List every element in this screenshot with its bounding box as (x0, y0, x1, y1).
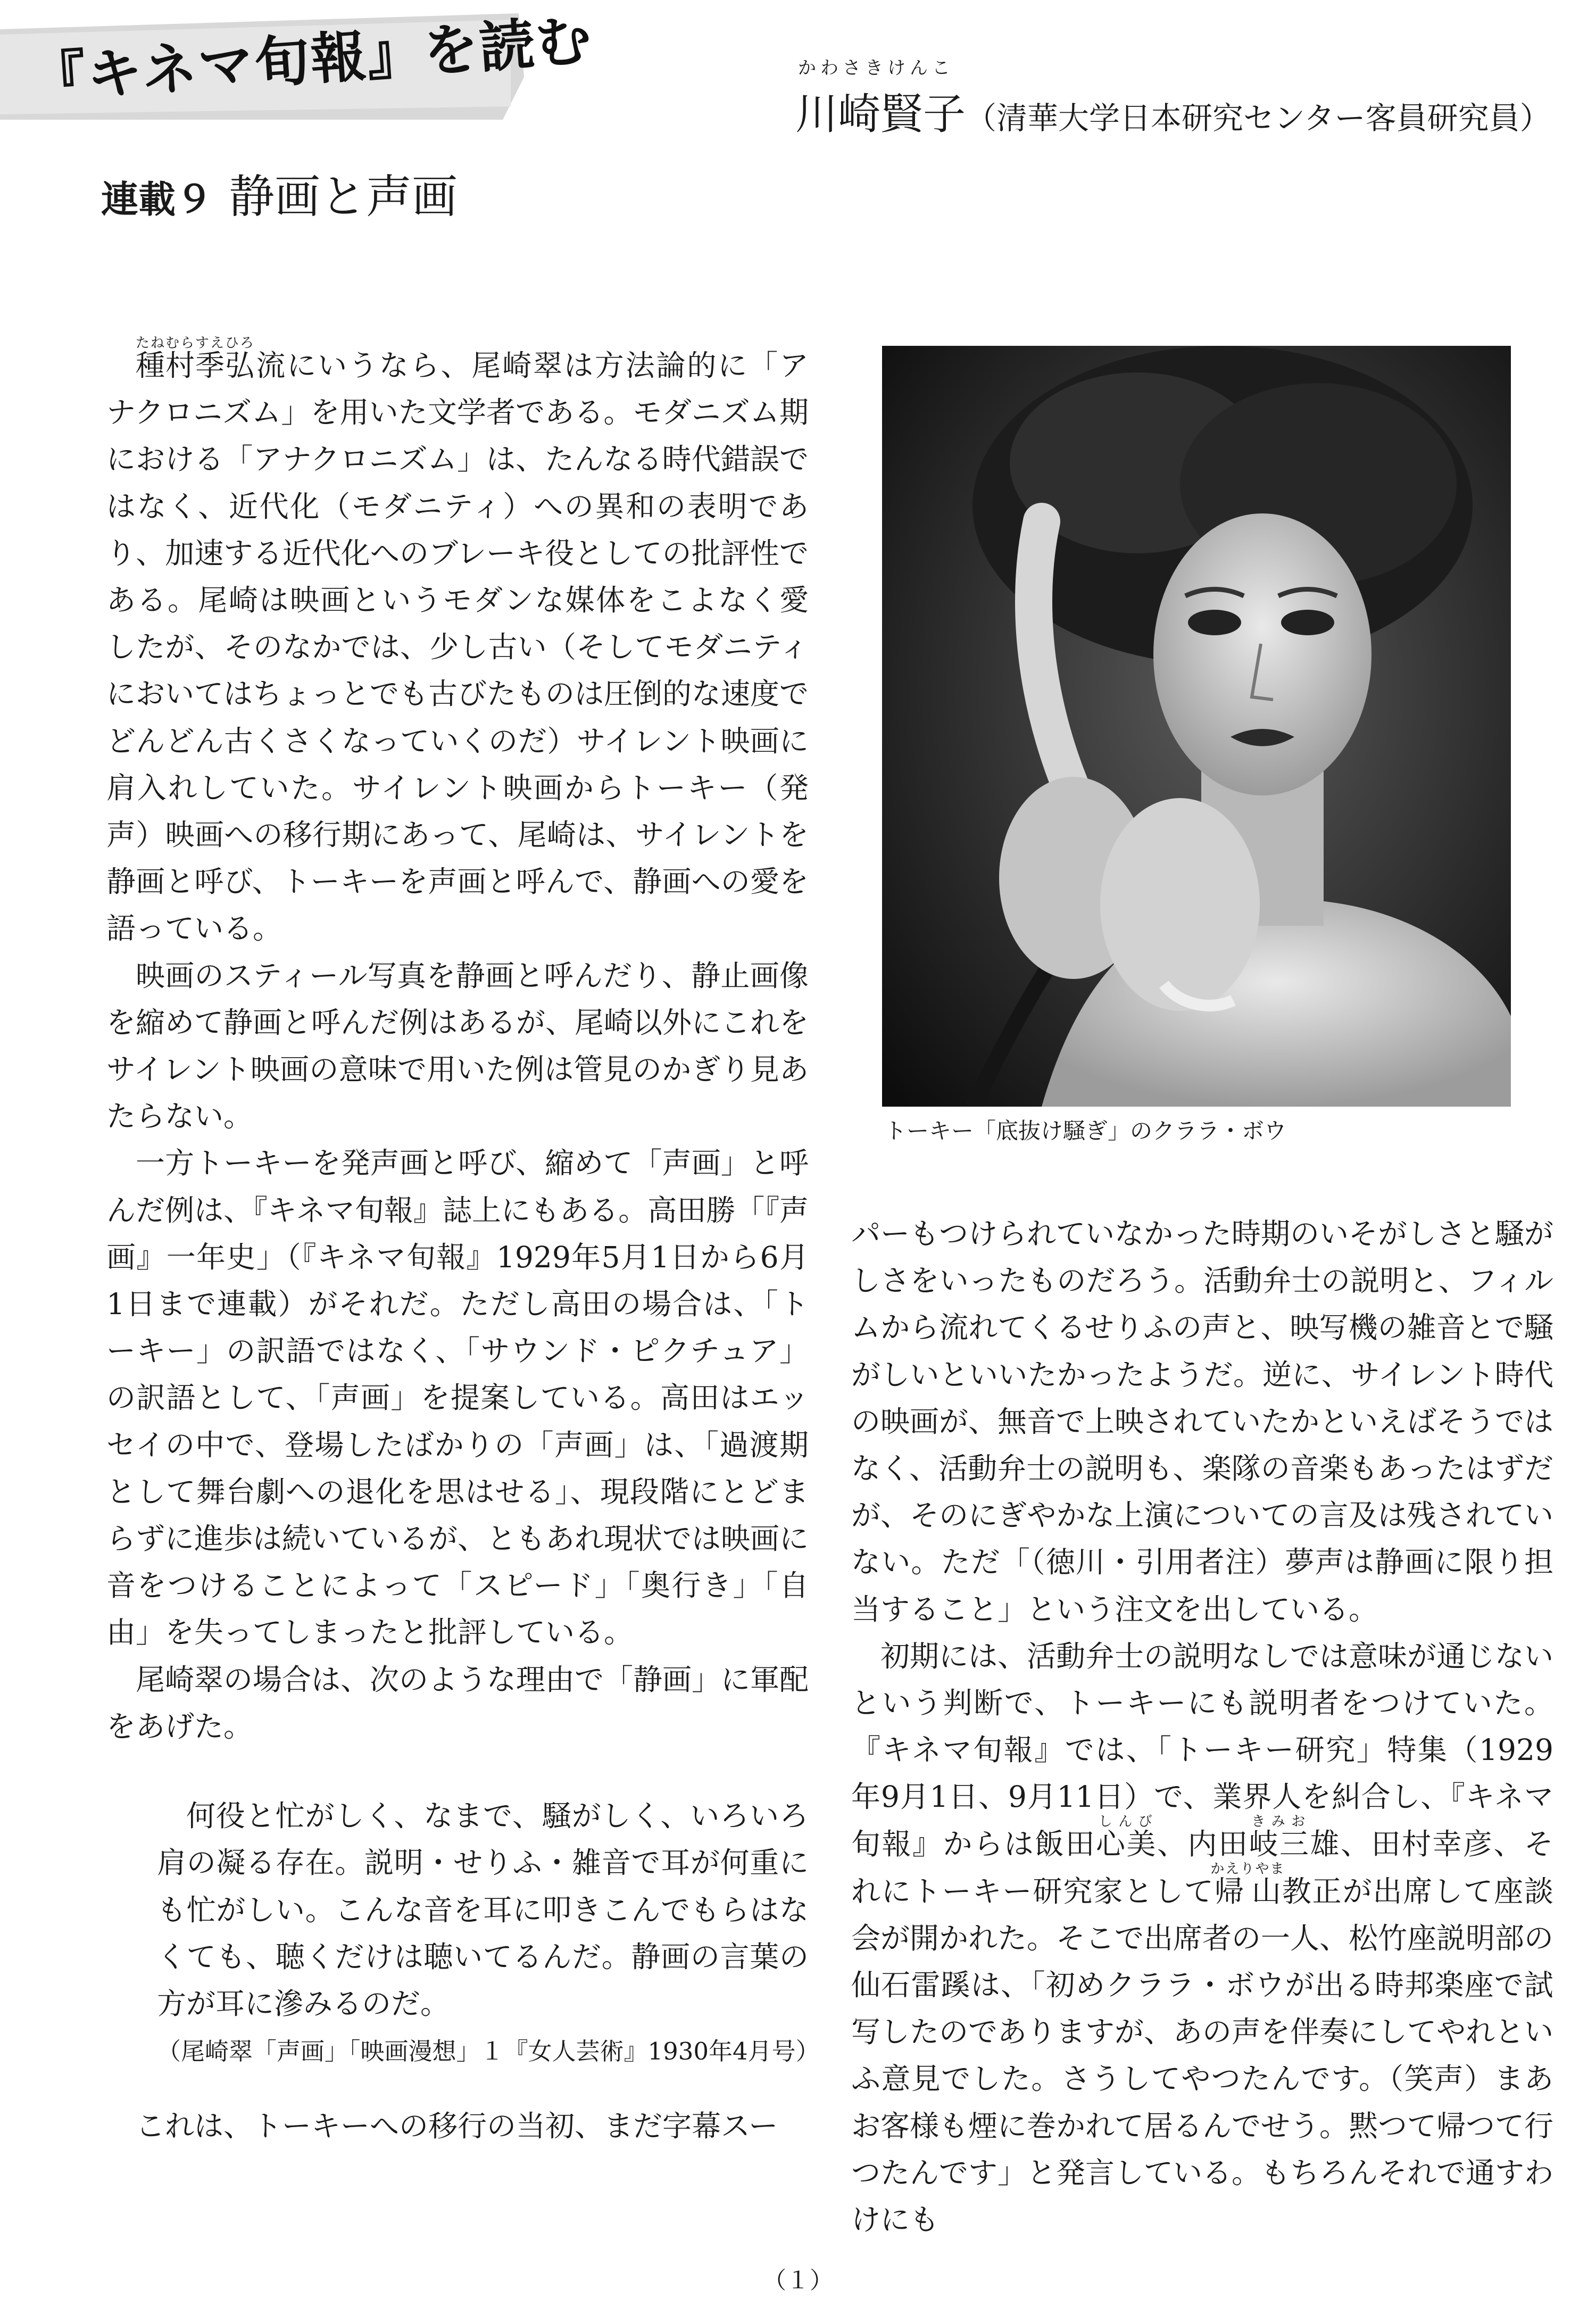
quote-source: （尾崎翠「声画」「映画漫想」１『女人芸術』1930年4月号） (157, 2037, 820, 2066)
author-line (795, 80, 1551, 141)
banner-title: 『キネマ旬報』を読む (28, 7, 594, 112)
paragraph-2: 映画のスティール写真を静画と呼んだり、静止画像を縮めて静画と呼んだ例はあるが、尾崎以外にこれをサイレント映画の意味で用いた例は管見のかぎり見あたらない。 (106, 958, 809, 1134)
series-heading (101, 160, 458, 226)
left-column (106, 335, 820, 2149)
series-number: 連載９ (101, 178, 213, 221)
paragraph-7: 初期には、活動弁士の説明なしでは意味が通じないという判断で、トーキーにも説明者をつけていた。『キネマ旬報』では、「トーキー研究」特集（1929年9月1日、9月11日）で、業界人を糾合し、『キネマ旬報』からは飯田心美しんび、内田岐三きみお雄、田村幸彦、それにトーキー研究家として帰山かえりやま教正が出席して座談会が開かれた。そこで出席者の一人、松竹座説明部の仙石雷蹊は、「初めクララ・ボウが出る時邦楽座で試写したのでありますが、あの声を伴奏にしてやれといふ意見でした。さうしてやつたんです。（笑声）まあお客様も煙に巻かれて居るんでせう。黙つて帰つて行つたんです」と発言している。もちろんそれで通すわけにも (851, 1639, 1554, 2237)
ruby-kaeriyama: 帰山かえりやま (1210, 1861, 1285, 1908)
page-number: （１） (763, 2267, 833, 2294)
clara-bow-photo (882, 346, 1511, 1107)
author-name: 川崎賢子 (795, 89, 966, 139)
paragraph-3: 一方トーキーを発声画と呼び、縮めて「声画」と呼んだ例は、『キネマ旬報』誌上にもある。高田勝「『声画』一年史」（『キネマ旬報』1929年5月1日から6月1日まで連載）がそれだ。ただし高田の場合は、「トーキー」の訳語ではなく、「サウンド・ピクチュア」の訳語として、「声画」を提案している。高田はエッセイの中で、登場したばかりの「声画」は、「過渡期として舞台劇への退化を思はせる」、現段階にとどまらずに進歩は続いているが、ともあれ現状では映画に音をつけることによって「スピード」「奥行き」「自由」を失ってしまったと批評している。 (106, 1146, 809, 1650)
header-banner (0, 7, 594, 120)
quote-text: 何役と忙がしく、なまで、騒がしく、いろいろ肩の凝る存在。説明・せりふ・雑音で耳が何重にも忙がしい。こんな音を耳に叩きこんでもらはなくても、聴くだけは聴いてるんだ。静画の言葉の方が耳に滲みるのだ。 (157, 1799, 809, 2021)
ruby-tanemura: 種村季弘たねむらすえひろ (136, 335, 255, 383)
author-ruby: かわさきけんこ (798, 57, 954, 79)
photo-caption: トーキー「底抜け騒ぎ」のクララ・ボウ (884, 1118, 1287, 1144)
ruby-kimio: 岐三きみお (1249, 1814, 1310, 1862)
paragraph-5: これは、トーキーへの移行の当初、まだ字幕スー (136, 2109, 778, 2144)
paragraph-1: 種村季弘たねむらすえひろ流にいうなら、尾崎翠は方法論的に「アナクロニズム」を用いた文学者である。モダニズム期における「アナクロニズム」は、たんなる時代錯誤ではなく、近代化（モダニティ）への異和の表明であり、加速する近代化へのブレーキ役としての批評性である。尾崎は映画というモダンな媒体をこよなく愛したが、そのなかでは、少し古い（そしてモダニティにおいてはちょっとでも古びたものは圧倒的な速度でどんどん古くさくなっていくのだ）サイレント映画に肩入れしていた。サイレント映画からトーキー（発声）映画への移行期にあって、尾崎は、サイレントを静画と呼び、トーキーを声画と呼んで、静画への愛を語っている。 (106, 335, 809, 946)
paragraph-6: パーもつけられていなかった時期のいそがしさと騒がしさをいったものだろう。活動弁士の説明と、フィルムから流れてくるせりふの声と、映写機の雑音とで騒がしいといいたかったようだ。逆に、サイレント時代の映画が、無音で上映されていたかといえばそうではなく、活動弁士の説明も、楽隊の音楽もあったはずだが、そのにぎやかな上演についての言及は残されていない。ただ「（徳川・引用者注）夢声は静画に限り担当すること」という注文を出している。 (851, 1217, 1554, 1626)
article-title: 静画と声画 (229, 170, 458, 223)
author-affiliation: （清華大学日本研究センター客員研究員） (966, 100, 1551, 136)
right-column (851, 1210, 1553, 2243)
paragraph-4: 尾崎翠の場合は、次のような理由で「静画」に軍配をあげた。 (106, 1662, 809, 1744)
block-quote (106, 1792, 820, 2071)
ruby-shinbi: 心美しんび (1095, 1814, 1157, 1862)
